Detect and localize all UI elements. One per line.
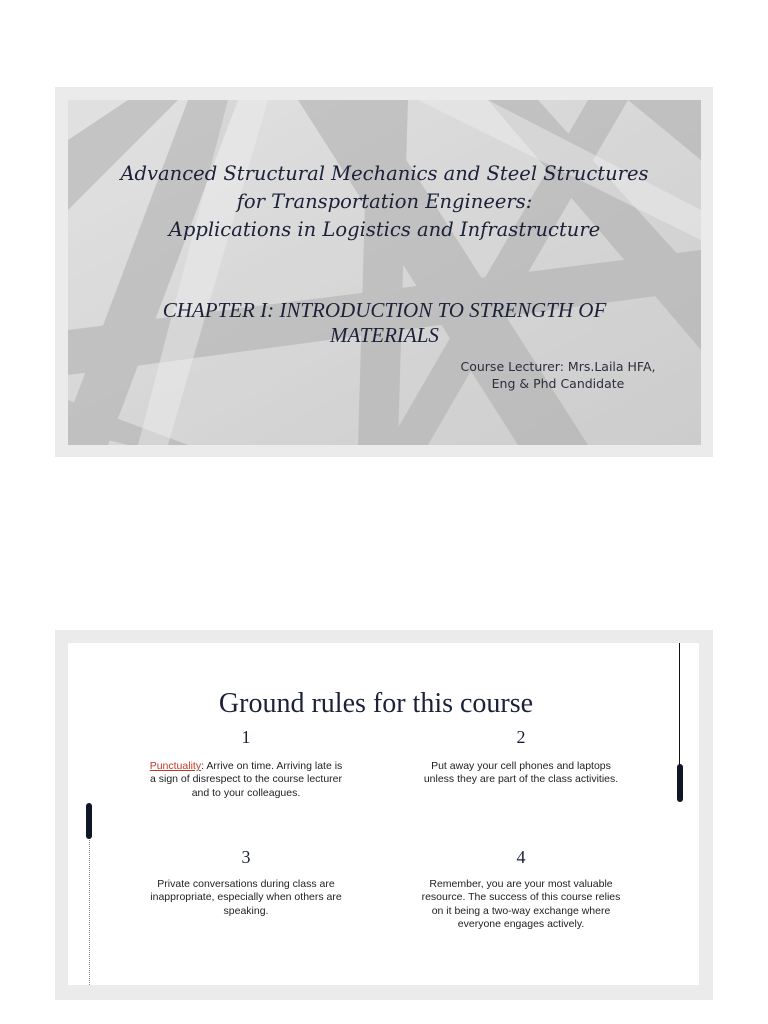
rule-text: Private conversations during class are inappropriate, especially when others are speaking. bbox=[150, 878, 342, 917]
rule-number: 1 bbox=[241, 727, 251, 747]
presentation-title bbox=[68, 160, 701, 244]
rule-keyword: Punctuality bbox=[149, 760, 202, 772]
chapter-line: MATERIALS bbox=[330, 323, 439, 347]
rule-text: Remember, you are your most valuable resource. The success of this course relies on it being a two-way exchange where everyone engages actively. bbox=[421, 878, 621, 931]
chapter-line: CHAPTER I: INTRODUCTION TO STRENGTH OF bbox=[162, 298, 607, 322]
decorative-dotted-line bbox=[89, 833, 90, 985]
rule-number: 2 bbox=[516, 727, 526, 747]
steel-bridge-background-image bbox=[68, 100, 701, 445]
lecturer-line: Course Lecturer: Mrs.Laila HFA, bbox=[460, 359, 656, 374]
slide-1-frame bbox=[55, 87, 713, 457]
title-line: Applications in Logistics and Infrastructure bbox=[168, 218, 601, 241]
rule-number: 3 bbox=[241, 847, 251, 867]
title-line: for Transportation Engineers: bbox=[236, 190, 533, 213]
chapter-title bbox=[108, 298, 661, 348]
decorative-accent-bar bbox=[86, 803, 92, 839]
slide-2-frame bbox=[55, 630, 713, 1000]
lecturer-line: Eng & Phd Candidate bbox=[491, 376, 625, 391]
rule-text: Put away your cell phones and laptops unless they are part of the class activities. bbox=[423, 760, 619, 786]
slide-heading: Ground rules for this course bbox=[218, 688, 534, 719]
rule-number: 4 bbox=[516, 847, 526, 867]
title-line: Advanced Structural Mechanics and Steel Structures bbox=[120, 162, 649, 185]
rule-text bbox=[146, 760, 346, 800]
title-slide bbox=[68, 100, 701, 445]
ground-rules-slide bbox=[68, 643, 699, 985]
rule-body: : Arrive on time. Arriving late is a sign of disrespect to the course lecturer and to your colleagues. bbox=[149, 760, 343, 799]
course-lecturer bbox=[418, 358, 698, 392]
decorative-accent-bar bbox=[677, 764, 683, 802]
